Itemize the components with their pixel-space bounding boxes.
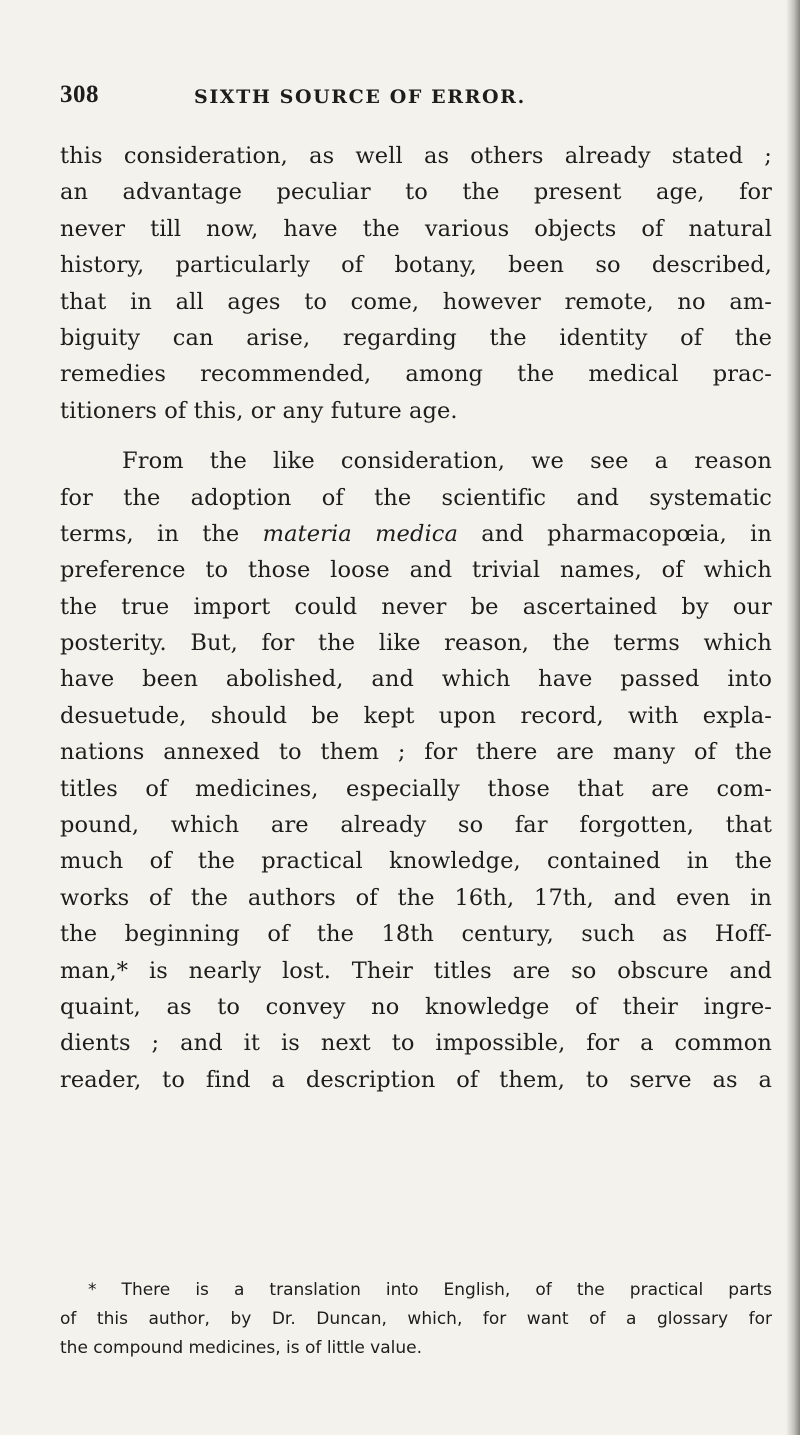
text-line: much of the practical knowledge, contained in the [60,848,772,875]
text-segment: and pharmacopœia, in [457,520,772,547]
text-line: the true import could never be ascertained by our [60,593,772,620]
paragraph-gap [60,429,772,443]
text-line: have been abolished, and which have passed into [60,666,772,693]
text-line: the beginning of the 18th century, such as Hoff- [60,921,772,948]
text-segment: terms, in the [60,520,263,547]
text-line: an advantage peculiar to the present age, for [60,179,772,206]
text-line: works of the authors of the 16th, 17th, and even in [60,884,772,911]
text-line: man,* is nearly lost. Their titles are so obscure and [60,957,772,984]
text-line: remedies recommended, among the medical prac- [60,361,772,388]
text-line: dients ; and it is next to impossible, for a common [60,1030,772,1057]
text-line-with-italic [60,516,772,552]
body-text [60,138,772,1098]
footnote [60,1276,772,1363]
text-line: never till now, have the various objects of natural [60,215,772,242]
running-head [60,78,780,112]
text-line: biguity can arise, regarding the identity of the [60,324,772,351]
text-line: preference to those loose and trivial names, of which [60,557,772,584]
text-line: history, particularly of botany, been so described, [60,252,772,279]
footnote-line: of this author, by Dr. Duncan, which, for want of a glossary for [60,1309,772,1329]
text-line: for the adoption of the scientific and systematic [60,484,772,511]
text-line: pound, which are already so far forgotten, that [60,812,772,839]
footnote-line: * There is a translation into English, of the practical parts [88,1280,772,1300]
page-number: 308 [60,81,99,108]
text-line: that in all ages to come, however remote, no am- [60,288,772,315]
text-line: nations annexed to them ; for there are many of the [60,739,772,766]
text-line: posterity. But, for the like reason, the terms which [60,630,772,657]
page-edge-shadow [786,0,800,1435]
text-line: this consideration, as well as others already stated ; [60,143,772,169]
text-line: titioners of this, or any future age. [60,397,458,424]
running-title: SIXTH SOURCE OF ERROR. [194,86,526,108]
text-line: desuetude, should be kept upon record, with expla- [60,702,772,729]
text-line: quaint, as to convey no knowledge of their ingre- [60,993,772,1020]
footnote-line: the compound medicines, is of little value. [60,1338,423,1358]
text-line: From the like consideration, we see a reason [122,448,772,475]
italic-term: materia medica [262,520,458,547]
text-line: reader, to find a description of them, to serve as a [60,1066,772,1093]
text-line: titles of medicines, especially those that are com- [60,775,772,802]
